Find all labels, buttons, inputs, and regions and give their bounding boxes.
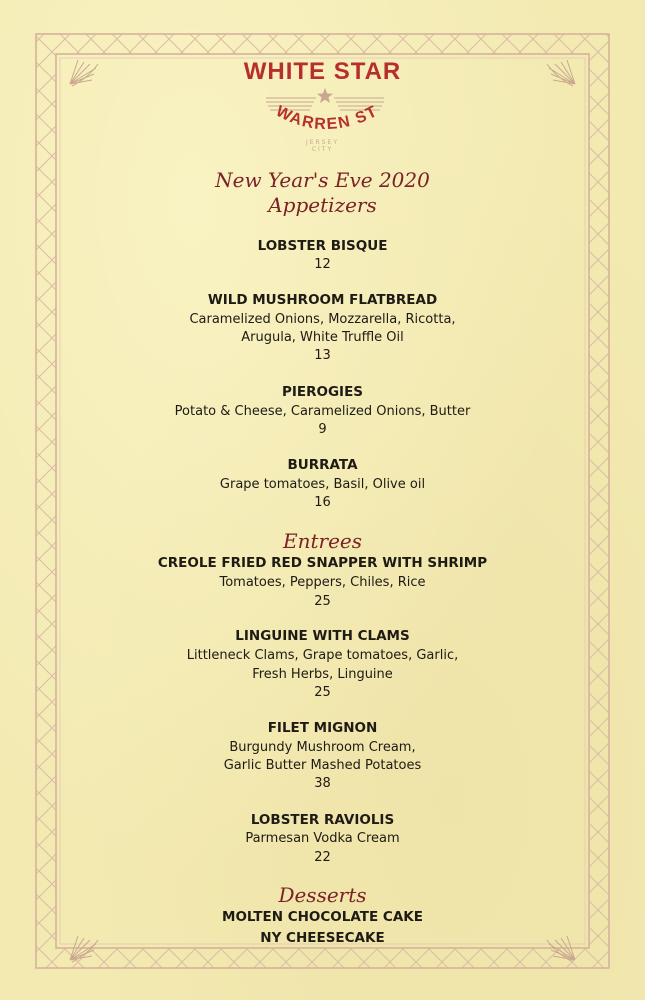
menu-item-price: 12: [314, 257, 331, 272]
logo-city-line2: CITY: [311, 146, 334, 153]
menu-item-price: 38: [314, 776, 331, 791]
menu-item-name: BURRATA: [287, 457, 358, 473]
menu-item-price: 13: [314, 348, 331, 363]
menu-item-description: Garlic Butter Mashed Potatoes: [223, 758, 422, 773]
menu-item-description: Caramelized Onions, Mozzarella, Ricotta,: [189, 312, 456, 327]
menu-item-price: 16: [314, 495, 331, 510]
menu-item-description: Potato & Cheese, Caramelized Onions, Butter: [174, 404, 471, 419]
entrees-heading: Entrees: [282, 529, 362, 553]
menu-title: New Year's Eve 2020: [215, 168, 430, 192]
desserts-heading: Desserts: [278, 883, 367, 907]
logo-city-line1: JERSEY: [306, 139, 339, 146]
menu-item-description: Parmesan Vodka Cream: [245, 831, 400, 846]
menu-item-description: Grape tomatoes, Basil, Olive oil: [219, 477, 426, 492]
appetizers-heading: Appetizers: [268, 193, 377, 217]
menu-item-name: MOLTEN CHOCOLATE CAKE: [222, 909, 423, 925]
menu-item-description: Tomatoes, Peppers, Chiles, Rice: [219, 575, 426, 590]
menu-item-name: NY CHEESECAKE: [260, 930, 385, 946]
menu-item-price: 22: [314, 850, 331, 865]
menu-item-name: PIEROGIES: [281, 384, 364, 400]
menu-item-name: LOBSTER RAVIOLIS: [250, 812, 395, 828]
menu-item-description: Arugula, White Truffle Oil: [241, 330, 404, 345]
menu-item-description: Burgundy Mushroom Cream,: [229, 740, 416, 755]
menu-item-name: FILET MIGNON: [267, 720, 378, 736]
logo-brand: WHITE STAR: [243, 58, 402, 85]
menu-item-price: 25: [314, 594, 331, 609]
menu-item-description: Littleneck Clams, Grape tomatoes, Garlic,: [186, 648, 459, 663]
menu-item-price: 25: [314, 685, 331, 700]
menu-item-price: 9: [318, 422, 327, 437]
menu-item-name: LOBSTER BISQUE: [257, 238, 388, 254]
menu-item-description: Fresh Herbs, Linguine: [252, 667, 393, 682]
menu-item-name: CREOLE FRIED RED SNAPPER WITH SHRIMP: [157, 555, 488, 571]
logo-street: WARREN ST: [273, 102, 381, 134]
menu-item-name: WILD MUSHROOM FLATBREAD: [207, 292, 438, 308]
menu-item-name: LINGUINE WITH CLAMS: [235, 628, 410, 644]
